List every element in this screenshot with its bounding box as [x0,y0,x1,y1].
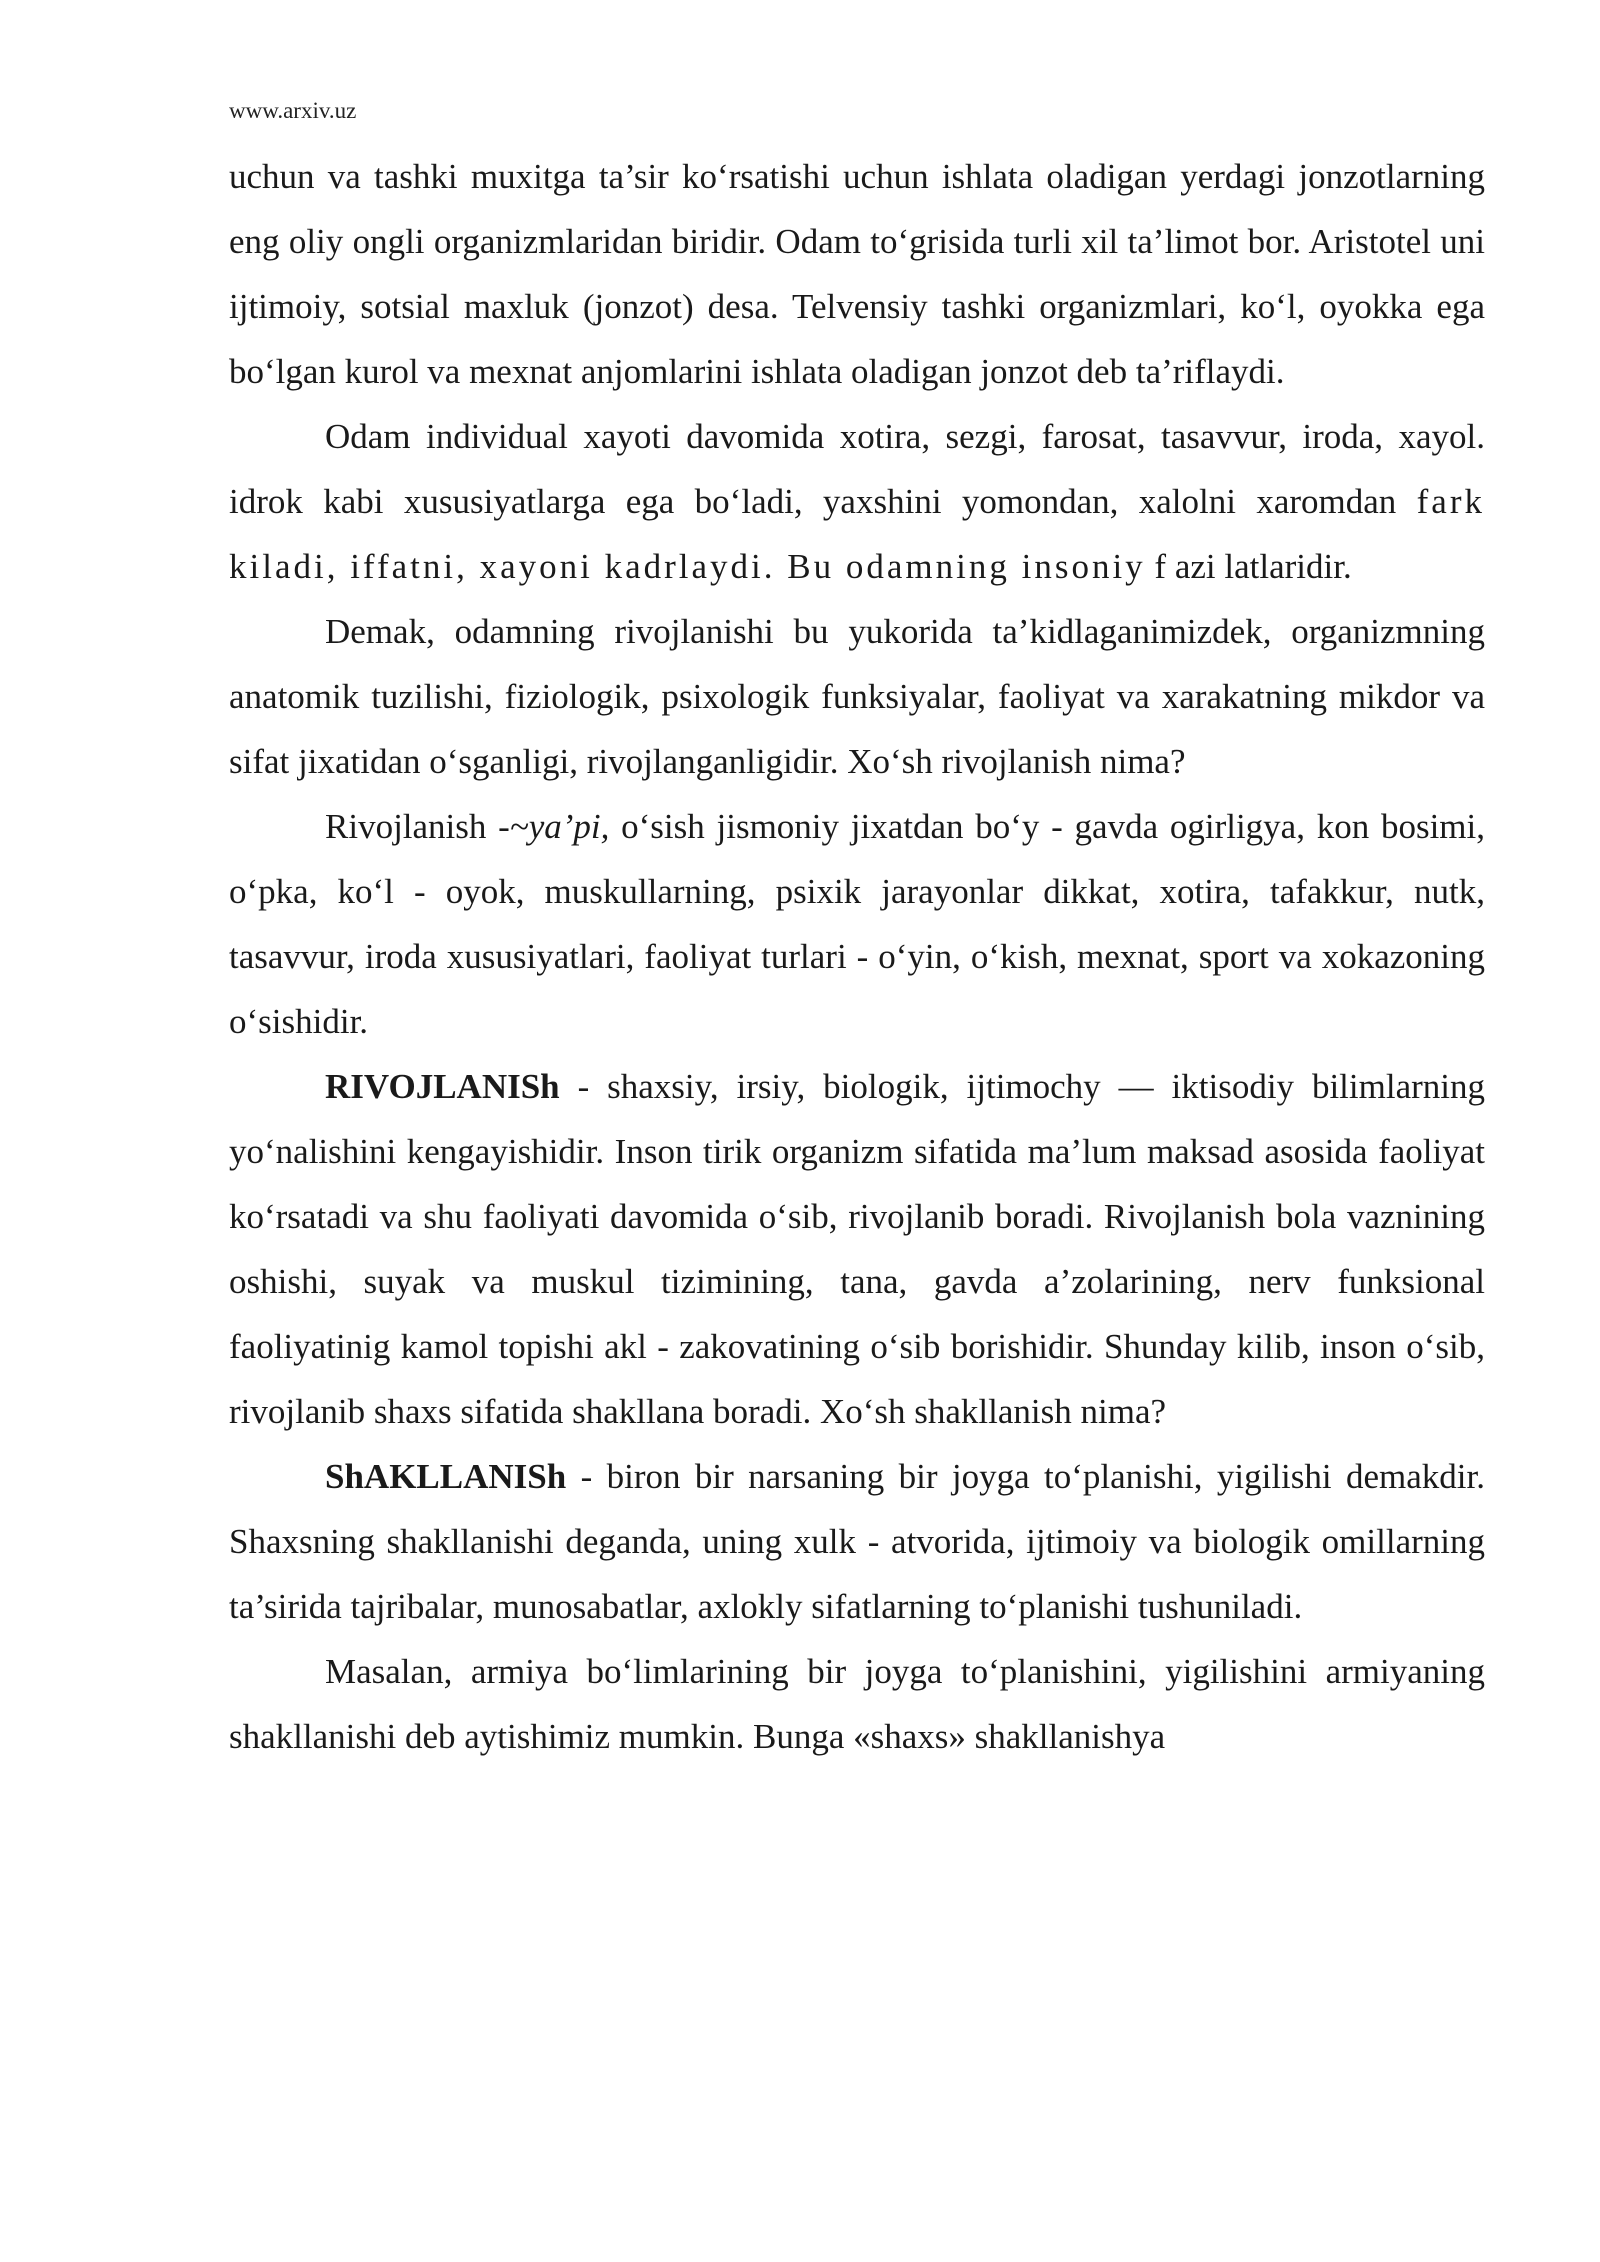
paragraph-6 [229,1444,1485,1639]
paragraph-2 [229,404,1485,599]
site-header: www.arxiv.uz [229,98,357,123]
paragraph-4-rest: o‘sish jismoniy jixatdan bo‘y - gavda ogirligya, kon bosimi, o‘pka, ko‘l - oyok, muskullarning, psixik jarayonlar dikkat, xotira, tafakkur, nutk, tasavvur, iroda xususiyatlari, faoliyat turlari - o‘yin, o‘kish, mexnat, sport va xokazoning o‘sishidir. [229,807,1485,1041]
paragraph-5-rest: - shaxsiy, irsiy, biologik, ijtimochy — iktisodiy bilimlarning yo‘nalishini kengayishidir. Inson tirik organizm sifatida ma’lum maksad asosida faoliyat ko‘rsatadi va shu faoliyati davomida o‘sib, rivojlanib boradi. Rivojlanish bola vaznining oshishi, suyak va muskul tizimining, tana, gavda a’zolarining, nerv funksional faoliyatinig kamol topishi akl - zakovatining o‘sib borishidir. Shunday kilib, inson o‘sib, rivojlanib shaxs sifatida shakllana boradi. Xo‘sh shakllanish nima? [229,1067,1485,1431]
paragraph-5 [229,1054,1485,1444]
paragraph-3: Demak, odamning rivojlanishi bu yukorida ta’kidlaganimizdek, organizmning anatomik tuzilishi, fiziologik, psixologik funksiyalar, faoliyat va xarakatning mikdor va sifat jixatidan o‘sganligi, rivojlanganligidir. Xo‘sh rivojlanish nima? [229,612,1485,781]
paragraph-4 [229,794,1485,1054]
paragraph-1: uchun va tashki muxitga ta’sir ko‘rsatishi uchun ishlata oladigan yerdagi jonzotlarning eng oliy ongli organizmlaridan biridir. Odam to‘grisida turli xil ta’limot bor. Aristotel uni ijtimoiy, sotsial maxluk (jonzot) desa. Telvensiy tashki organizmlari, ko‘l, oyokka ega bo‘lgan kurol va mexnat anjomlarini ishlata oladigan jonzot deb ta’riflaydi. [229,157,1485,391]
paragraph-6-rest: - biron bir narsaning bir joyga to‘planishi, yigilishi demakdir. Shaxsning shakllanishi deganda, uning xulk - atvorida, ijtimoiy va biologik omillarning ta’sirida tajribalar, munosabatlar, axlokly sifatlarning to‘planishi tushuniladi. [229,1457,1485,1626]
paragraph-2-tail: f azi latlaridir. [1145,547,1352,586]
term-rivojlanish: RIVOJLANISh [325,1067,560,1106]
term-shakllanish: ShAKLLANISh [325,1457,567,1496]
document-body [229,144,1485,1769]
paragraph-4-italic: ~ya’pi, [509,807,610,846]
paragraph-2-spaced-text: fark kiladi, iffatni, xayoni kadrlaydi. Bu odamning insoniy [229,482,1485,586]
paragraph-4-lead: Rivojlanish - [325,807,510,846]
paragraph-2-text: Odam individual xayoti davomida xotira, sezgi, farosat, tasavvur, iroda, xayol. idrok kabi xususiyatlarga ega bo‘ladi, yaxshini yomondan, xalolni xaromdan [229,417,1485,521]
paragraph-7: Masalan, armiya bo‘limlarining bir joyga to‘planishini, yigilishini armiyaning shakllanishi deb aytishimiz mumkin. Bunga «shaxs» shakllanishya [229,1652,1485,1756]
